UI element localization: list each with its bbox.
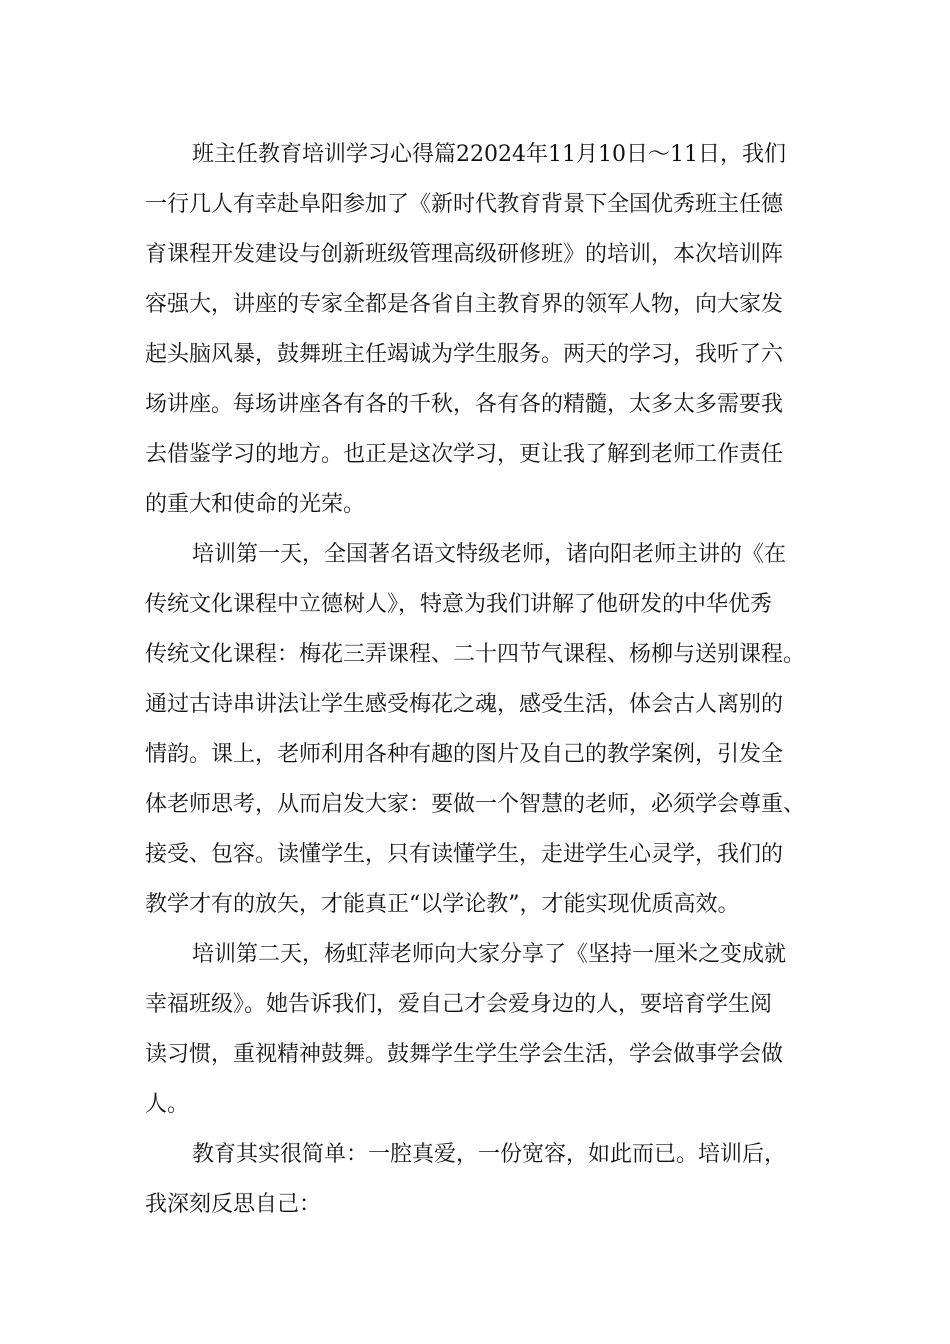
text-line: 容强大，讲座的专家全都是各省自主教育界的领军人物，向大家发 [145,292,784,317]
text-line: 班主任教育培训学习心得篇22024年11月10日～11日，我们 [192,142,786,167]
paragraph-2 [145,530,815,930]
paragraph-3 [145,930,815,1130]
text-line: 幸福班级》。她告诉我们，爱自己才会爱身边的人，要培育学生阅 [145,992,773,1017]
document-body [145,130,815,1230]
text-line: 教育其实很简单：一腔真爱，一份宽容，如此而已。培训后， [192,1142,787,1167]
text-line: 起头脑风暴，鼓舞班主任竭诚为学生服务。两天的学习，我听了六 [145,342,784,367]
paragraph-1 [145,130,815,530]
text-line: 场讲座。每场讲座各有各的千秋，各有各的精髓，太多太多需要我 [145,392,784,417]
text-line: 我深刻反思自己： [145,1192,322,1217]
text-line: 育课程开发建设与创新班级管理高级研修班》的培训，本次培训阵 [145,242,784,267]
text-line: 去借鉴学习的地方。也正是这次学习，更让我了解到老师工作责任 [145,442,784,467]
text-line: 人。 [145,1092,190,1117]
paragraph-4 [145,1130,815,1230]
text-line: 体老师思考，从而启发大家：要做一个智慧的老师，必须学会尊重、 [145,792,806,817]
text-line: 接受、包容。读懂学生，只有读懂学生，走进学生心灵学，我们的 [145,842,784,867]
text-line: 读习惯，重视精神鼓舞。鼓舞学生学生学会生活，学会做事学会做 [145,1042,784,1067]
text-line: 通过古诗串讲法让学生感受梅花之魂，感受生活，体会古人离别的 [145,692,784,717]
text-line: 培训第二天，杨虹萍老师向大家分享了《坚持一厘米之变成就 [192,942,787,967]
text-line: 一行几人有幸赴阜阳参加了《新时代教育背景下全国优秀班主任德 [145,192,784,217]
text-line: 传统文化课程：梅花三弄课程、二十四节气课程、杨柳与送别课程。 [145,642,806,667]
text-line: 情韵。课上，老师利用各种有趣的图片及自己的教学案例，引发全 [145,742,784,767]
text-line: 传统文化课程中立德树人》，特意为我们讲解了他研发的中华优秀 [145,592,773,617]
text-line: 培训第一天，全国著名语文特级老师，诸向阳老师主讲的《在 [192,542,787,567]
text-line: 的重大和使命的光荣。 [145,492,366,517]
text-line: 教学才有的放矢，才能真正“以学论教”，才能实现优质高效。 [145,892,740,917]
